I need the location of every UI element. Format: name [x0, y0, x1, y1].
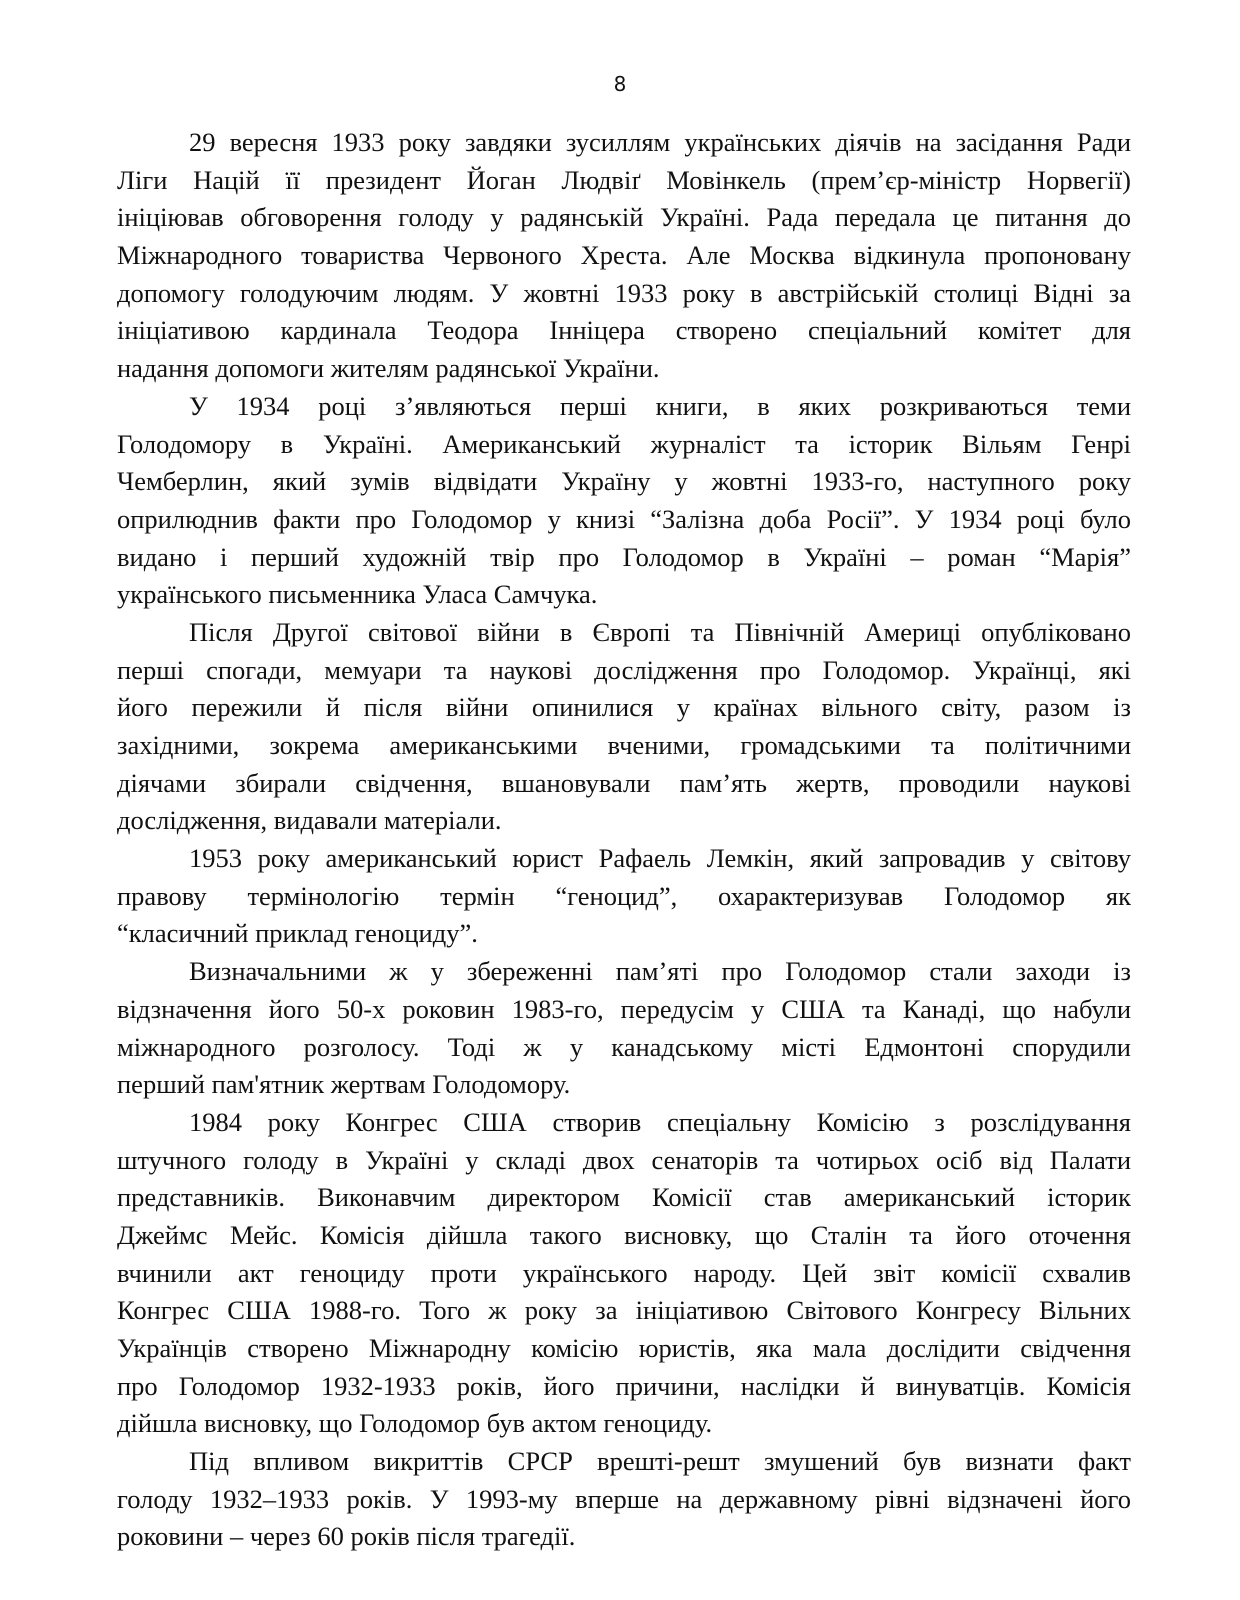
text-line: роковини – через 60 років після трагедії. [117, 1521, 576, 1552]
text-line: “класичний приклад геноциду”. [117, 918, 478, 949]
paragraph-1984-congress-commission [117, 1104, 1131, 1443]
text-line: ініціював обговорення голоду у радянській Україні. Рада передала це питання до [117, 202, 1131, 233]
text-line: Голодомору в Україні. Американський журналіст та історик Вільям Генрі [117, 428, 1131, 459]
text-line: представників. Виконавчим директором Комісії став американський історик [117, 1182, 1131, 1213]
text-line: допомогу голодуючим людям. У жовтні 1933 року в австрійській столиці Відні за [117, 277, 1131, 308]
paragraph-post-war [117, 614, 1131, 840]
text-line: голоду 1932–1933 років. У 1993-му вперше на державному рівні відзначені його [117, 1483, 1131, 1514]
text-line: оприлюднив факти про Голодомор у книзі “Залізна доба Росії”. У 1934 році було [117, 503, 1131, 534]
paragraph-ussr-recognition [117, 1443, 1131, 1556]
document-body [117, 124, 1131, 1556]
text-line: Визначальними ж у збереженні пам’яті про Голодомор стали заходи із [189, 956, 1131, 987]
text-line: дослідження, видавали матеріали. [117, 805, 502, 836]
text-line: надання допомоги жителям радянської України. [117, 353, 660, 384]
page-number: 8 [613, 72, 627, 96]
text-line: українського письменника Уласа Самчука. [117, 579, 598, 610]
text-line: про Голодомор 1932-1933 років, його причини, наслідки й винуватців. Комісія [117, 1370, 1131, 1401]
text-line: перший пам'ятник жертвам Голодомору. [117, 1069, 571, 1100]
paragraph-1953-lemkin [117, 840, 1131, 953]
text-line: Джеймс Мейс. Комісія дійшла такого висновку, що Сталін та його оточення [117, 1219, 1131, 1250]
text-line: видано і перший художній твір про Голодомор в Україні – роман “Марія” [117, 541, 1131, 572]
text-line: західними, зокрема американськими вченими, громадськими та політичними [117, 730, 1131, 760]
text-line: Чемберлин, який зумів відвідати Україну у жовтні 1933-го, наступного року [117, 466, 1131, 497]
text-line: Після Другої світової війни в Європі та Північній Америці опубліковано [189, 616, 1131, 647]
text-line: 1953 року американський юрист Рафаель Лемкін, який запровадив у світову [189, 843, 1131, 874]
text-line: Українців створено Міжнародну комісію юристів, яка мала дослідити свідчення [117, 1333, 1131, 1363]
text-line: Міжнародного товариства Червоного Хреста. Але Москва відкинула пропоновану [117, 240, 1131, 271]
text-line: правову термінологію термін “геноцид”, охарактеризував Голодомор як [117, 880, 1131, 911]
text-line: Під впливом викриттів СРСР врешті-решт змушений був визнати факт [189, 1446, 1131, 1477]
text-line: Ліги Націй її президент Йоган Людвіґ Мовінкель (прем’єр-міністр Норвегії) [117, 164, 1131, 195]
paragraph-1929-league-of-nations [117, 124, 1131, 388]
text-line: відзначення його 50-х роковин 1983-го, передусім у США та Канаді, що набули [117, 993, 1131, 1024]
text-line: діячами збирали свідчення, вшановували пам’ять жертв, проводили наукові [117, 767, 1131, 798]
text-line: його пережили й після війни опинилися у країнах вільного світу, разом із [117, 692, 1131, 723]
text-line: дійшла висновку, що Голодомор був актом геноциду. [117, 1408, 713, 1439]
text-line: 29 вересня 1933 року завдяки зусиллям українських діячів на засідання Ради [189, 127, 1131, 157]
text-line: перші спогади, мемуари та наукові дослідження про Голодомор. Українці, які [117, 654, 1131, 685]
text-line: штучного голоду в Україні у складі двох сенаторів та чотирьох осіб від Палати [117, 1144, 1131, 1175]
text-line: Конгрес США 1988-го. Того ж року за ініціативою Світового Конгресу Вільних [117, 1295, 1131, 1326]
text-line: У 1934 році з’являються перші книги, в яких розкриваються теми [189, 390, 1131, 421]
text-line: 1984 року Конгрес США створив спеціальну Комісію з розслідування [189, 1106, 1131, 1137]
paragraph-1983-anniversary [117, 953, 1131, 1104]
text-line: ініціативою кардинала Теодора Інніцера створено спеціальний комітет для [117, 315, 1131, 346]
paragraph-1934-books [117, 388, 1131, 614]
text-line: вчинили акт геноциду проти українського народу. Цей звіт комісії схвалив [117, 1257, 1131, 1288]
text-line: міжнародного розголосу. Тоді ж у канадському місті Едмонтоні спорудили [117, 1031, 1131, 1062]
